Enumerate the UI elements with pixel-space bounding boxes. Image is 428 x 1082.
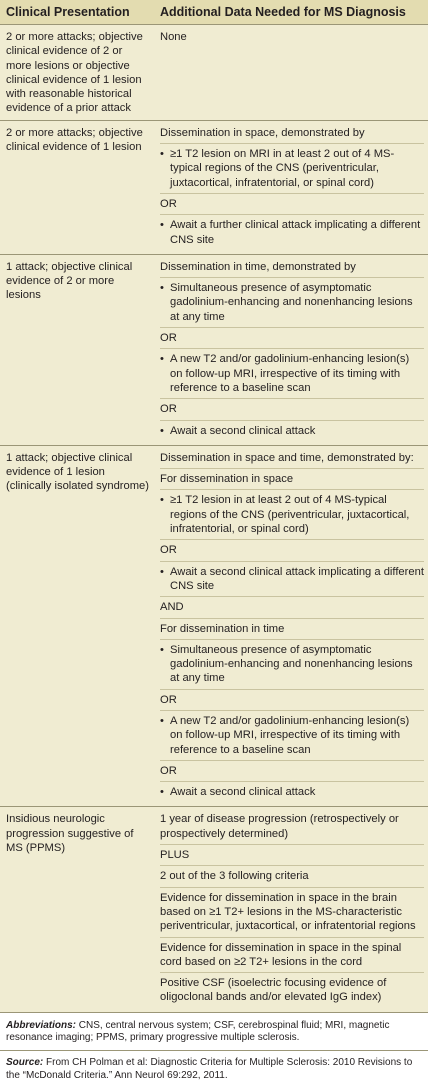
table-footer xyxy=(0,1013,428,1082)
abbreviations-note xyxy=(6,1020,422,1045)
footer-divider xyxy=(0,1050,428,1051)
criteria-bullet-item: • Await a further clinical attack implicating a different CNS site xyxy=(160,215,424,250)
criteria-line: Dissemination in time, demonstrated by xyxy=(160,260,424,278)
source-note xyxy=(6,1057,422,1082)
table-row xyxy=(0,120,428,254)
criteria-line: For dissemination in space xyxy=(160,469,424,490)
abbreviations-label: Abbreviations: xyxy=(6,1019,77,1031)
criteria-line: 2 out of the 3 following criteria xyxy=(160,866,424,887)
criteria-bullet-item: • Simultaneous presence of asymptomatic gadolinium-enhancing and nonenhancing lesions at any time xyxy=(160,640,424,690)
table-body xyxy=(0,25,428,1013)
source-label: Source: xyxy=(6,1056,44,1068)
additional-data-cell xyxy=(154,807,428,1012)
additional-data-cell xyxy=(154,25,428,121)
criteria-bullet-item: • ≥1 T2 lesion in at least 2 out of 4 MS-typical regions of the CNS (periventricular, juxtacortical, infratentorial, or spinal cord) xyxy=(160,490,424,540)
criteria-bullet-item: • Await a second clinical attack xyxy=(160,782,424,802)
criteria-line: OR xyxy=(160,328,424,349)
criteria-line: Dissemination in space, demonstrated by xyxy=(160,126,424,144)
additional-data-cell xyxy=(154,120,428,254)
header-additional-data: Additional Data Needed for MS Diagnosis xyxy=(154,0,428,25)
table-header-row xyxy=(0,0,428,25)
criteria-line: OR xyxy=(160,540,424,561)
criteria-line: None xyxy=(160,31,187,43)
criteria-line: Positive CSF (isoelectric focusing evidence of oligoclonal bands and/or elevated IgG index) xyxy=(160,977,387,1004)
criteria-bullet-item: • Await a second clinical attack implicating a different CNS site xyxy=(160,562,424,598)
criteria-line: OR xyxy=(160,690,424,711)
criteria-bullet-item: • A new T2 and/or gadolinium-enhancing lesion(s) on follow-up MRI, irrespective of its timing with reference to a baseline scan xyxy=(160,711,424,761)
additional-data-cell xyxy=(154,254,428,445)
criteria-bullet-item: • Simultaneous presence of asymptomatic gadolinium-enhancing and nonenhancing lesions at any time xyxy=(160,278,424,328)
criteria-line: For dissemination in time xyxy=(160,619,424,640)
clinical-presentation-cell: 2 or more attacks; objective clinical evidence of 2 or more lesions or objective clinical evidence of 1 lesion with reasonable historical evidence of a prior attack xyxy=(0,25,154,121)
criteria-line: 1 year of disease progression (retrospectively or prospectively determined) xyxy=(160,812,424,845)
clinical-presentation-cell: 1 attack; objective clinical evidence of 1 lesion (clinically isolated syndrome) xyxy=(0,445,154,807)
header-clinical-presentation: Clinical Presentation xyxy=(0,0,154,25)
clinical-presentation-cell: 1 attack; objective clinical evidence of 2 or more lesions xyxy=(0,254,154,445)
criteria-line: AND xyxy=(160,597,424,618)
criteria-bullet-item: • Await a second clinical attack xyxy=(160,421,424,441)
criteria-line: Evidence for dissemination in space in the brain based on ≥1 T2+ lesions in the MS-characteristic periventricular, juxtacortical, or infratentorial regions xyxy=(160,888,424,938)
abbreviations-text: CNS, central nervous system; CSF, cerebrospinal fluid; MRI, magnetic resonance imaging; PPMS, primary progressive multiple sclerosis. xyxy=(6,1019,390,1044)
criteria-line: PLUS xyxy=(160,845,424,866)
table-row xyxy=(0,807,428,1012)
source-text: From CH Polman et al: Diagnostic Criteria for Multiple Sclerosis: 2010 Revisions to the “McDonald Criteria.” Ann Neurol 69:292, 2011. xyxy=(6,1056,413,1081)
criteria-line: Evidence for dissemination in space in the spinal cord based on ≥2 T2+ lesions in the cord xyxy=(160,938,424,974)
criteria-bullet-item: • ≥1 T2 lesion on MRI in at least 2 out of 4 MS-typical regions of the CNS (periventricular, juxtacortical, infratentorial, or spinal cord) xyxy=(160,144,424,194)
criteria-bullet-item: • A new T2 and/or gadolinium-enhancing lesion(s) on follow-up MRI, irrespective of its timing with reference to a baseline scan xyxy=(160,349,424,399)
additional-data-cell xyxy=(154,445,428,807)
criteria-line: OR xyxy=(160,399,424,420)
criteria-line: OR xyxy=(160,761,424,782)
table-row xyxy=(0,254,428,445)
table-row xyxy=(0,25,428,121)
criteria-line: Dissemination in space and time, demonstrated by: xyxy=(160,451,424,469)
table-row xyxy=(0,445,428,807)
criteria-line: OR xyxy=(160,194,424,215)
clinical-presentation-cell: Insidious neurologic progression suggestive of MS (PPMS) xyxy=(0,807,154,1012)
clinical-presentation-cell: 2 or more attacks; objective clinical evidence of 1 lesion xyxy=(0,120,154,254)
